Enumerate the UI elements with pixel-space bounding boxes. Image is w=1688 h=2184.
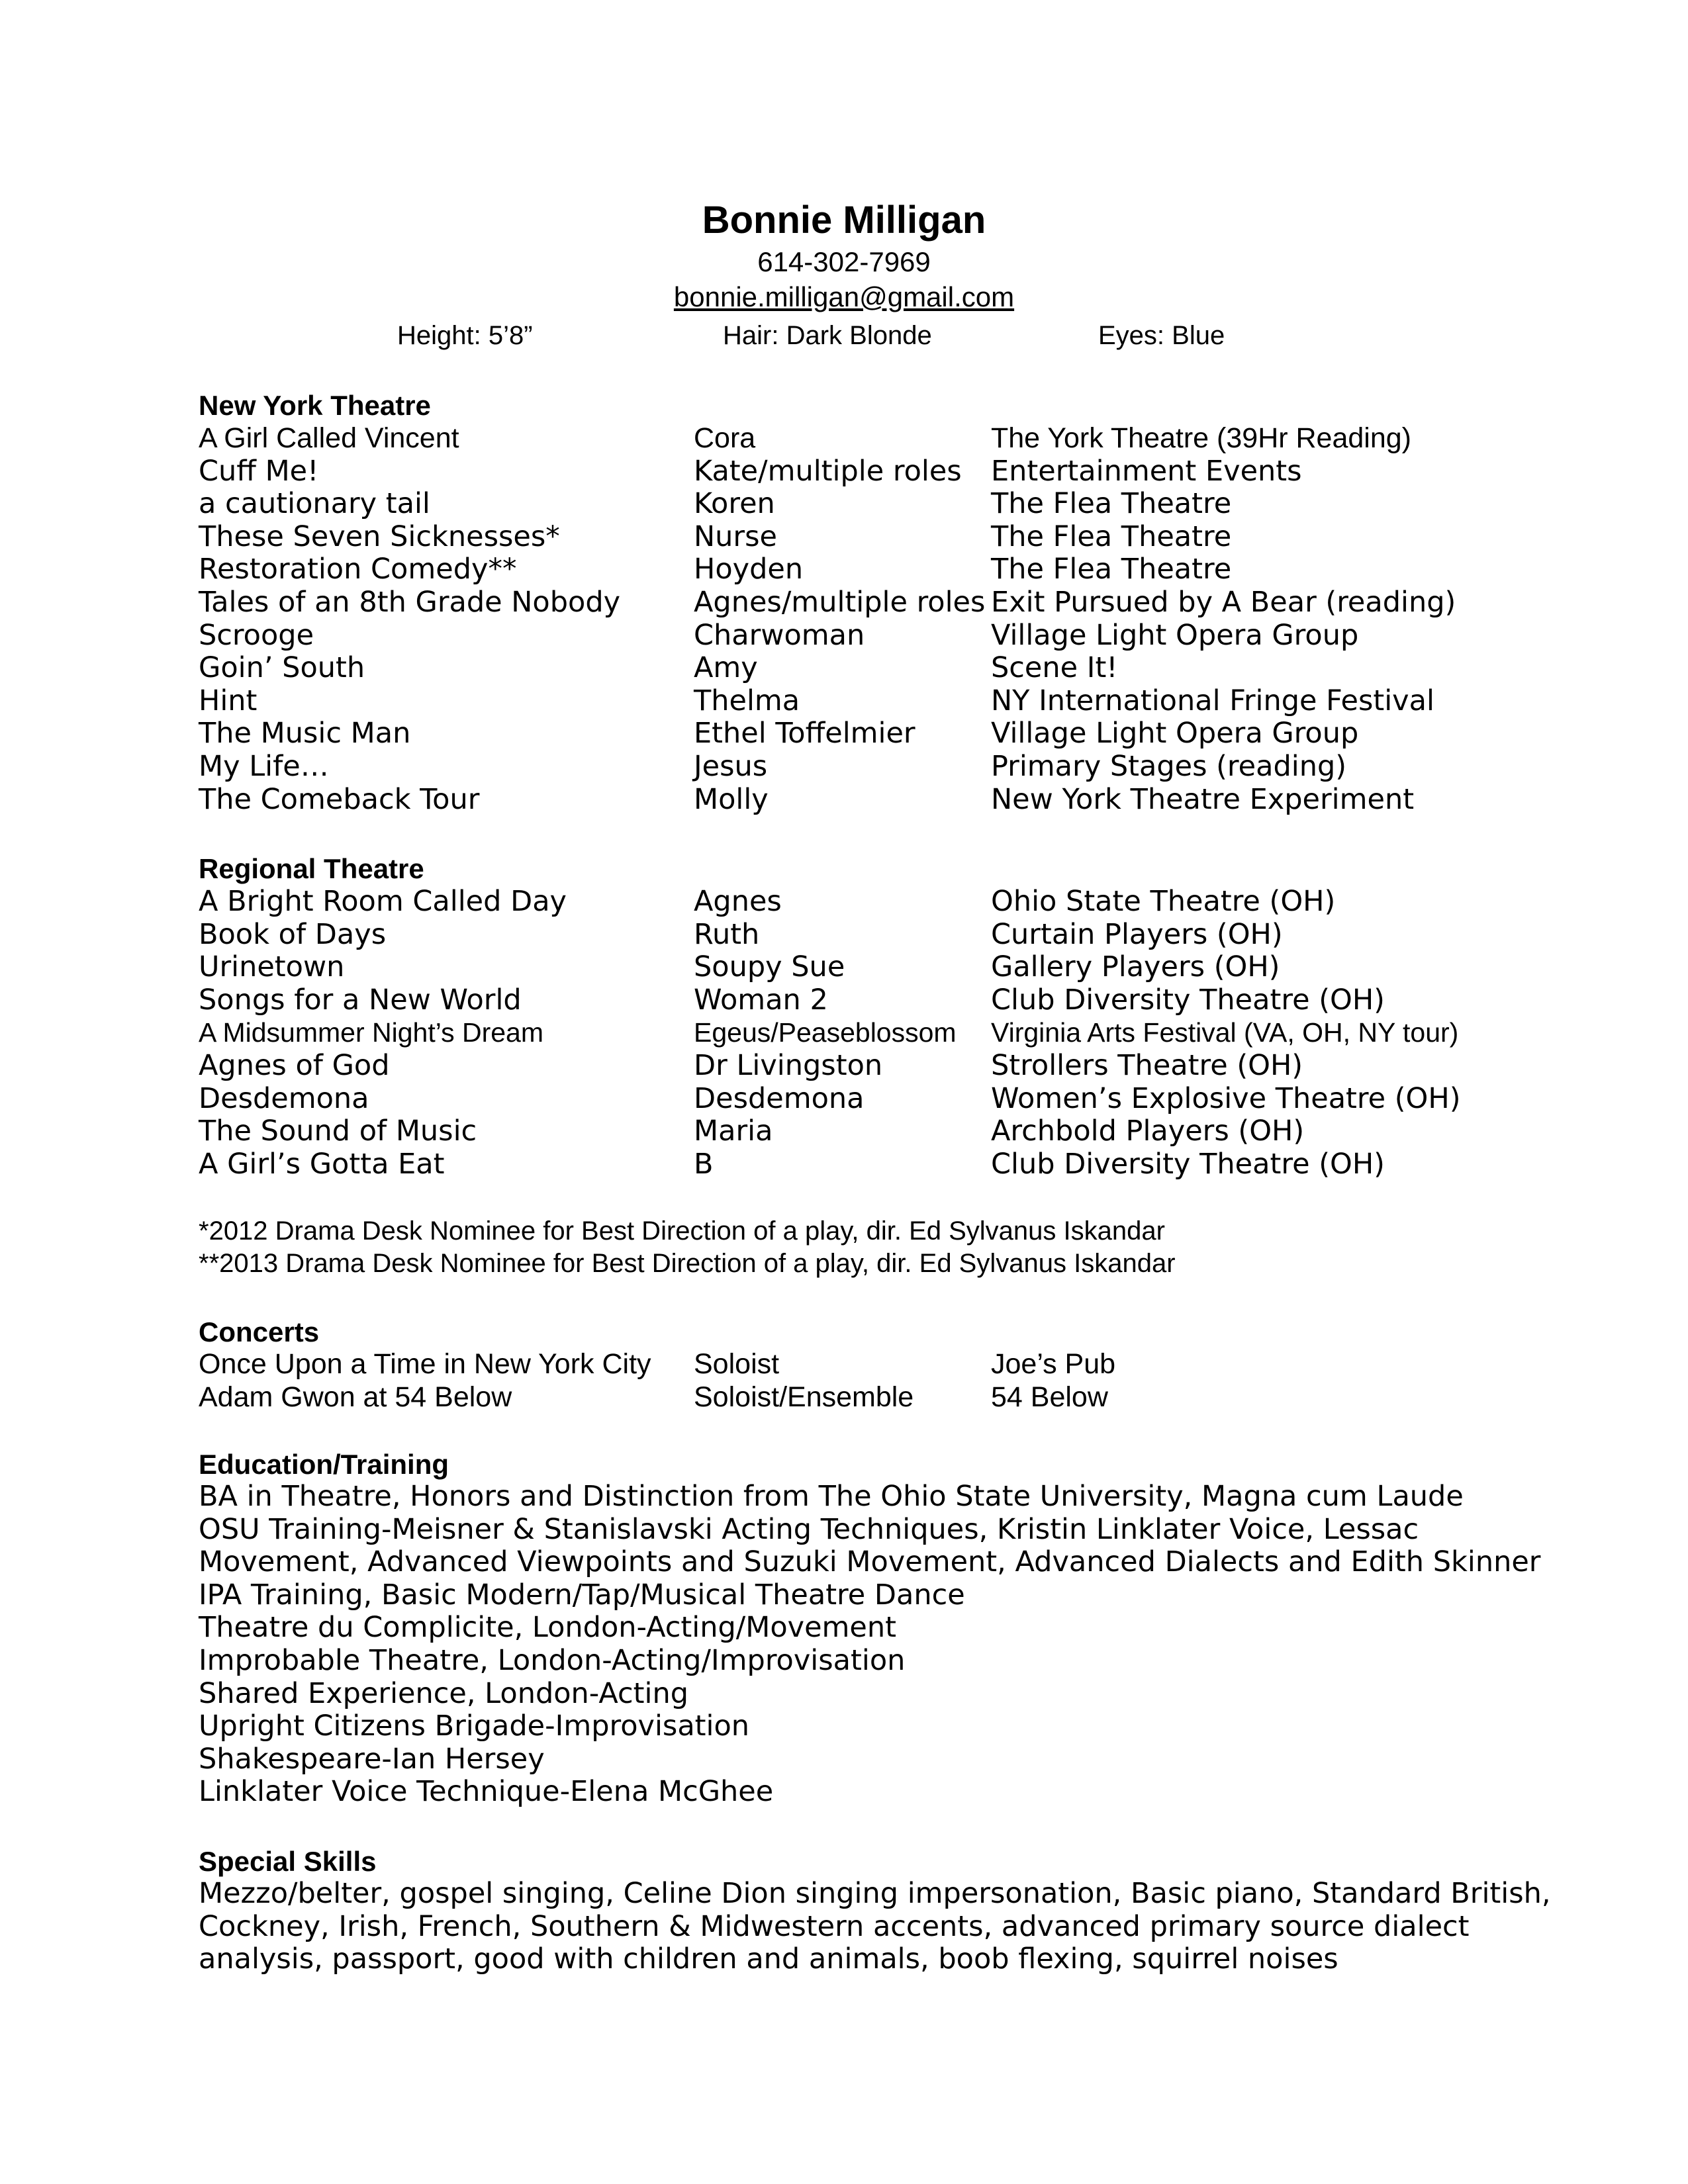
credit-show: Scrooge xyxy=(199,618,314,652)
credit-row xyxy=(0,422,1688,455)
credit-row xyxy=(0,619,1688,652)
education-item: Improbable Theatre, London-Acting/Improvisation xyxy=(199,1644,906,1677)
credit-role: Egeus/Peaseblossom xyxy=(694,1017,957,1048)
education-item: Shakespeare-Ian Hersey xyxy=(199,1742,545,1776)
credit-venue: 54 Below xyxy=(991,1381,1108,1413)
eyes-stat: Eyes: Blue xyxy=(1098,321,1225,350)
credit-row xyxy=(0,783,1688,816)
credit-row xyxy=(0,1347,1688,1381)
credit-show: Once Upon a Time in New York City xyxy=(199,1348,651,1380)
credit-show: Goin’ South xyxy=(199,651,365,685)
credit-role: Molly xyxy=(694,782,769,816)
credit-role: Ruth xyxy=(694,917,760,951)
credit-venue: NY International Fringe Festival xyxy=(991,684,1434,717)
education-item: OSU Training-Meisner & Stanislavski Acting Techniques, Kristin Linklater Voice, Lessac xyxy=(199,1512,1419,1546)
credit-venue: The York Theatre (39Hr Reading) xyxy=(991,422,1412,454)
education-item: BA in Theatre, Honors and Distinction from The Ohio State University, Magna cum Laude xyxy=(199,1480,1464,1513)
credit-venue: Exit Pursued by A Bear (reading) xyxy=(991,586,1456,619)
credit-row xyxy=(0,1115,1688,1148)
credit-row xyxy=(0,1148,1688,1181)
credit-row xyxy=(0,918,1688,951)
credit-row xyxy=(0,684,1688,717)
education-item: Upright Citizens Brigade-Improvisation xyxy=(199,1709,750,1743)
section-title-skills: Special Skills xyxy=(199,1846,377,1877)
credit-role: Thelma xyxy=(694,684,800,717)
credit-venue: Primary Stages (reading) xyxy=(991,750,1347,783)
credit-show: Book of Days xyxy=(199,917,387,951)
credit-show: The Music Man xyxy=(199,717,411,751)
credit-row xyxy=(0,717,1688,750)
credit-venue: Strollers Theatre (OH) xyxy=(991,1049,1303,1082)
credit-role: Maria xyxy=(694,1115,773,1148)
credit-venue: Club Diversity Theatre (OH) xyxy=(991,983,1385,1017)
credit-show: A Bright Room Called Day xyxy=(199,885,567,918)
phone-number: 614-302-7969 xyxy=(757,246,931,277)
credit-venue: The Flea Theatre xyxy=(991,553,1232,586)
credit-role: Soupy Sue xyxy=(694,950,845,984)
section-title-regional: Regional Theatre xyxy=(199,853,424,884)
credit-venue: Gallery Players (OH) xyxy=(991,950,1280,984)
section-title-new-york: New York Theatre xyxy=(199,390,431,421)
hair-stat: Hair: Dark Blonde xyxy=(723,321,932,350)
credit-venue: New York Theatre Experiment xyxy=(991,782,1415,816)
credit-role: Agnes/multiple roles xyxy=(694,586,986,619)
credit-role: Cora xyxy=(694,422,756,454)
credit-row xyxy=(0,651,1688,684)
credit-show: Hint xyxy=(199,684,258,717)
credit-show: The Comeback Tour xyxy=(199,782,480,816)
credit-row xyxy=(0,455,1688,488)
credit-venue: Club Diversity Theatre (OH) xyxy=(991,1147,1385,1181)
credit-role: Soloist xyxy=(694,1348,780,1380)
credit-role: Woman 2 xyxy=(694,983,828,1017)
education-item: Linklater Voice Technique-Elena McGhee xyxy=(199,1775,774,1809)
credit-venue: Curtain Players (OH) xyxy=(991,917,1283,951)
credit-show: The Sound of Music xyxy=(199,1115,477,1148)
credit-role: Ethel Toffelmier xyxy=(694,717,915,751)
credit-role: B xyxy=(694,1147,714,1181)
credit-show: A Girl’s Gotta Eat xyxy=(199,1147,445,1181)
credit-show: Cuff Me! xyxy=(199,454,319,488)
education-item: IPA Training, Basic Modern/Tap/Musical Theatre Dance xyxy=(199,1578,965,1612)
credit-venue: Women’s Explosive Theatre (OH) xyxy=(991,1081,1461,1115)
credit-venue: Village Light Opera Group xyxy=(991,618,1359,652)
credit-row xyxy=(0,983,1688,1017)
credit-show: These Seven Sicknesses* xyxy=(199,520,560,553)
credit-venue: The Flea Theatre xyxy=(991,520,1232,553)
skills-line: Mezzo/belter, gospel singing, Celine Dion singing impersonation, Basic piano, Standard British, xyxy=(199,1877,1551,1910)
credit-row xyxy=(0,1082,1688,1115)
credit-show: Desdemona xyxy=(199,1081,369,1115)
credit-role: Hoyden xyxy=(694,553,804,586)
credit-role: Jesus xyxy=(694,750,768,783)
credit-role: Agnes xyxy=(694,885,782,918)
credit-row xyxy=(0,885,1688,918)
credit-row xyxy=(0,520,1688,553)
award-note-2012: *2012 Drama Desk Nominee for Best Direction of a play, dir. Ed Sylvanus Iskandar xyxy=(199,1216,1165,1246)
section-title-education: Education/Training xyxy=(199,1449,449,1480)
credit-venue: Ohio State Theatre (OH) xyxy=(991,885,1336,918)
height-stat: Height: 5’8” xyxy=(397,321,533,350)
credit-row xyxy=(0,586,1688,619)
credit-venue: Virginia Arts Festival (VA, OH, NY tour) xyxy=(991,1017,1459,1048)
credit-show: A Girl Called Vincent xyxy=(199,422,459,454)
credit-show: A Midsummer Night’s Dream xyxy=(199,1017,543,1048)
credit-venue: Entertainment Events xyxy=(991,454,1302,488)
credit-show: Songs for a New World xyxy=(199,983,522,1017)
email-link[interactable]: bonnie.milligan@gmail.com xyxy=(673,281,1015,312)
credit-row xyxy=(0,750,1688,783)
education-item: Theatre du Complicite, London-Acting/Movement xyxy=(199,1611,897,1645)
credit-row xyxy=(0,1049,1688,1082)
skills-line: Cockney, Irish, French, Southern & Midwestern accents, advanced primary source dialect xyxy=(199,1909,1470,1943)
credit-show: Restoration Comedy** xyxy=(199,553,517,586)
credit-show: Urinetown xyxy=(199,950,345,984)
credit-venue: Scene It! xyxy=(991,651,1118,685)
education-item: Shared Experience, London-Acting xyxy=(199,1676,689,1710)
credit-row xyxy=(0,553,1688,586)
credit-role: Nurse xyxy=(694,520,777,553)
credit-show: Agnes of God xyxy=(199,1049,390,1082)
credit-role: Soloist/Ensemble xyxy=(694,1381,914,1413)
credit-venue: The Flea Theatre xyxy=(991,487,1232,521)
education-item: Movement, Advanced Viewpoints and Suzuki Movement, Advanced Dialects and Edith Skinner xyxy=(199,1545,1541,1579)
credit-role: Charwoman xyxy=(694,618,865,652)
award-note-2013: **2013 Drama Desk Nominee for Best Direction of a play, dir. Ed Sylvanus Iskandar xyxy=(199,1249,1176,1278)
credit-role: Koren xyxy=(694,487,775,521)
credit-venue: Joe’s Pub xyxy=(991,1348,1116,1380)
credit-row xyxy=(0,487,1688,520)
credit-role: Desdemona xyxy=(694,1081,865,1115)
credit-show: Adam Gwon at 54 Below xyxy=(199,1381,512,1413)
credit-row xyxy=(0,1016,1688,1049)
performer-name: Bonnie Milligan xyxy=(702,199,986,242)
credit-venue: Archbold Players (OH) xyxy=(991,1115,1305,1148)
credit-row xyxy=(0,1381,1688,1414)
credit-venue: Village Light Opera Group xyxy=(991,717,1359,751)
skills-line: analysis, passport, good with children and animals, boob flexing, squirrel noises xyxy=(199,1942,1338,1976)
credit-show: a cautionary tail xyxy=(199,487,430,521)
credit-role: Dr Livingston xyxy=(694,1049,883,1082)
credit-show: Tales of an 8th Grade Nobody xyxy=(199,586,621,619)
credit-role: Kate/multiple roles xyxy=(694,454,962,488)
credit-role: Amy xyxy=(694,651,758,685)
credit-row xyxy=(0,950,1688,983)
credit-show: My Life… xyxy=(199,750,329,783)
section-title-concerts: Concerts xyxy=(199,1316,320,1347)
